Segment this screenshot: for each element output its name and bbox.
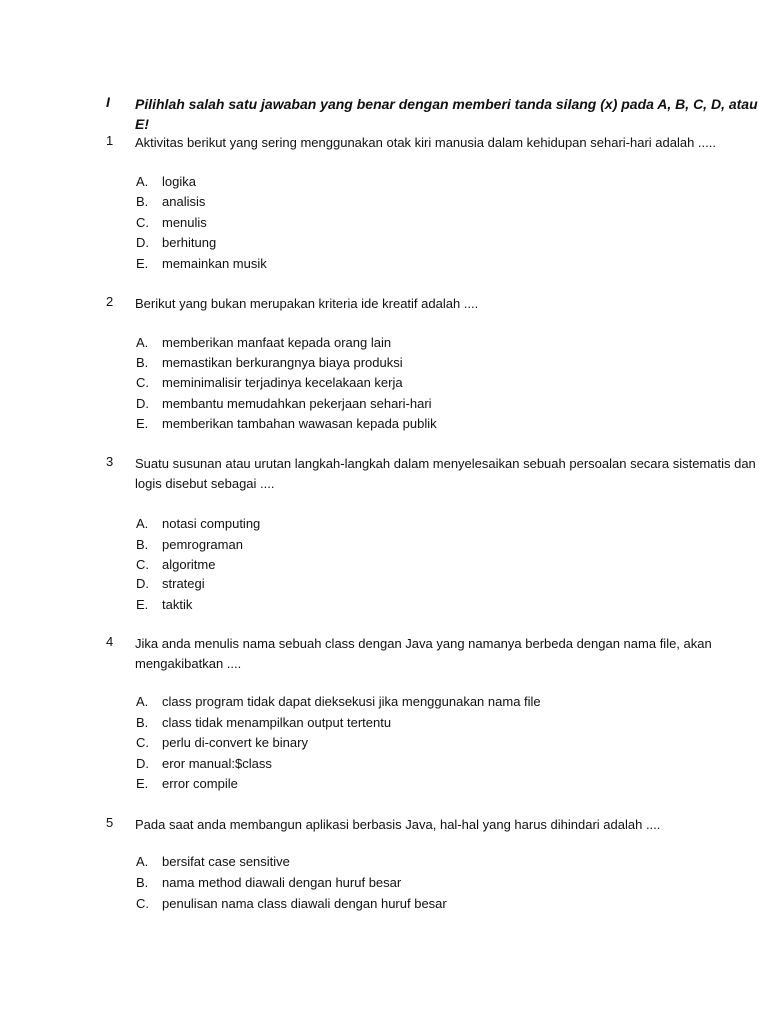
option-text: pemrograman — [162, 537, 243, 552]
option-text: berhitung — [162, 235, 217, 250]
option-text: memastikan berkurangnya biaya produksi — [162, 355, 403, 370]
option-letter: D. — [136, 576, 149, 591]
option-letter: B. — [136, 537, 149, 552]
option-letter: D. — [136, 396, 149, 411]
option-text: notasi computing — [162, 516, 261, 531]
option-text: nama method diawali dengan huruf besar — [162, 875, 402, 890]
option-letter: C. — [136, 215, 149, 230]
instruction-text: Pilihlah salah satu jawaban yang benar dengan memberi tanda silang (x) pada A, B, C, D, atau E! — [135, 96, 758, 132]
question-text: Suatu susunan atau urutan langkah-langkah dalam menyelesaikan sebuah persoalan secara sistematis dan logis disebut sebagai .... — [135, 456, 756, 491]
option-text: memainkan musik — [162, 256, 267, 271]
question-number: 3 — [106, 454, 114, 469]
option-letter: C. — [136, 375, 149, 390]
option-text: memberikan manfaat kepada orang lain — [162, 335, 392, 350]
option-text: logika — [162, 174, 196, 189]
option-letter: B. — [136, 194, 149, 209]
question-number: 1 — [106, 133, 114, 148]
option-letter: A. — [136, 335, 149, 350]
option-letter: E. — [136, 256, 149, 271]
option-letter: B. — [136, 355, 149, 370]
option-text: error compile — [162, 776, 238, 791]
option-text: strategi — [162, 576, 205, 591]
option-text: memberikan tambahan wawasan kepada publik — [162, 416, 437, 431]
option-text: eror manual:$class — [162, 756, 272, 771]
question-text: Berikut yang bukan merupakan kriteria ide kreatif adalah .... — [135, 296, 479, 311]
option-letter: E. — [136, 597, 149, 612]
question-number: 2 — [106, 294, 114, 309]
instruction-number: I — [106, 94, 110, 110]
option-text: analisis — [162, 194, 206, 209]
option-letter: C. — [136, 735, 149, 750]
option-text: penulisan nama class diawali dengan huruf besar — [162, 896, 447, 911]
question-text: Pada saat anda membangun aplikasi berbasis Java, hal-hal yang harus dihindari adalah .... — [135, 817, 661, 832]
option-letter: A. — [136, 854, 149, 869]
option-text: taktik — [162, 597, 193, 612]
question-number: 4 — [106, 634, 114, 649]
option-text: class program tidak dapat dieksekusi jika menggunakan nama file — [162, 694, 541, 709]
option-letter: D. — [136, 235, 149, 250]
option-letter: C. — [136, 557, 149, 572]
option-letter: C. — [136, 896, 149, 911]
option-text: membantu memudahkan pekerjaan sehari-hari — [162, 396, 432, 411]
option-text: algoritme — [162, 557, 216, 572]
option-letter: B. — [136, 715, 149, 730]
option-letter: E. — [136, 776, 149, 791]
option-text: bersifat case sensitive — [162, 854, 290, 869]
question-number: 5 — [106, 815, 114, 830]
option-letter: B. — [136, 875, 149, 890]
option-text: class tidak menampilkan output tertentu — [162, 715, 392, 730]
question-text: Aktivitas berikut yang sering menggunakan otak kiri manusia dalam kehidupan sehari-hari adalah ..... — [135, 135, 716, 150]
option-text: menulis — [162, 215, 207, 230]
option-letter: E. — [136, 416, 149, 431]
option-letter: A. — [136, 174, 149, 189]
option-letter: D. — [136, 756, 149, 771]
option-letter: A. — [136, 516, 149, 531]
question-text: Jika anda menulis nama sebuah class dengan Java yang namanya berbeda dengan nama file, akan mengakibatkan .... — [135, 636, 712, 671]
option-text: perlu di-convert ke binary — [162, 735, 308, 750]
option-letter: A. — [136, 694, 149, 709]
option-text: meminimalisir terjadinya kecelakaan kerja — [162, 375, 403, 390]
